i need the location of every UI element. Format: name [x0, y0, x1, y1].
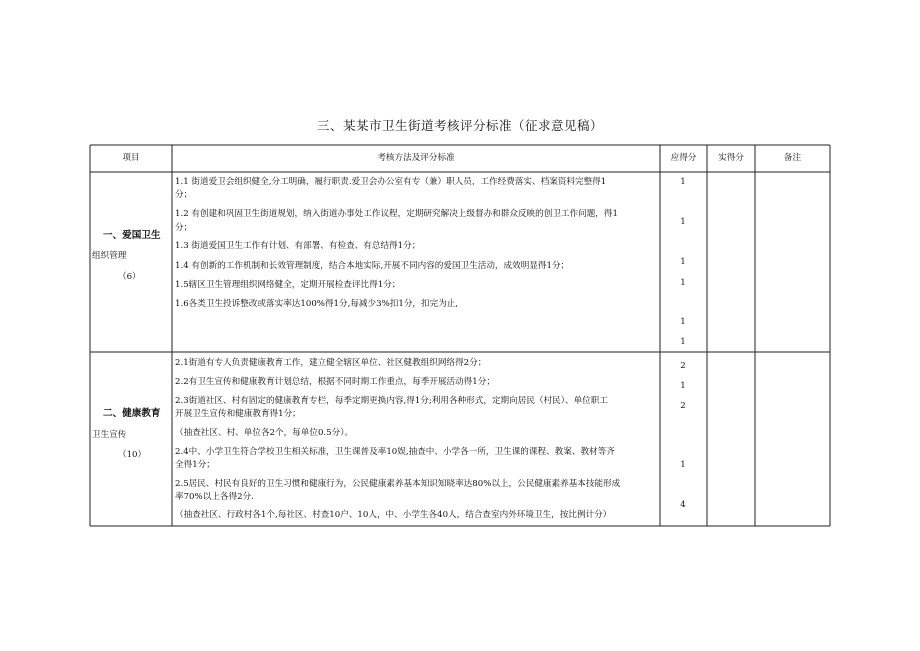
method-line: 2.4中、小学卫生符合学校卫生相关标准，卫生课普及率10娱,抽查中、小学各一所，卫生课的课程、教案、教材等齐: [175, 447, 615, 457]
score-value: 1: [680, 317, 686, 327]
score-value: 1: [680, 217, 686, 227]
header-method: 考核方法及评分标准: [377, 153, 455, 163]
score-value: 1: [680, 460, 686, 470]
score-value: 2: [680, 401, 686, 411]
method-line: 2.1街道有专人负责健康教育工作，建立健全辖区单位、社区健教组织网络得2分；: [175, 358, 487, 368]
method-line: 1.6各类卫生投诉整改或落实率达100%得1分,每减少3%扣1分，扣完为止,: [175, 299, 459, 309]
section-2-points: （10）: [118, 450, 147, 460]
document-title: 三、某某市卫生街道考核评分标准（征求意见稿）: [316, 118, 603, 133]
score-value: 2: [680, 361, 686, 371]
method-line: 1.2 有创建和巩固卫生街道规划，纳入街道办事处工作议程，定期研究解决上级督办和群众反映的创卫工作问题，得1: [175, 209, 618, 219]
header-remark: 备注: [783, 153, 802, 163]
score-value: 4: [680, 500, 686, 510]
section-1-sub: 组织管理: [92, 251, 127, 261]
header-item: 项目: [122, 153, 140, 163]
score-value: 1: [680, 278, 686, 288]
method-line: 2.2有卫生宣传和健康教育计划总结，根据不同时期工作重点，每季开展活动得1分；: [175, 377, 495, 387]
method-line: 率70%以上各得2分.: [175, 492, 254, 502]
score-value: 1: [680, 257, 686, 267]
method-line: 1.5辖区卫生管理组织网络健全，定期开展检查评比得1分；: [175, 280, 401, 290]
score-value: 1: [680, 337, 686, 347]
method-line: （抽查社区、村、单位各2个，每单位0.5分）。: [175, 428, 354, 438]
method-line: 1.3 街道爱国卫生工作有计划、有部署、有检查、有总结得1分；: [175, 241, 421, 251]
method-line: 分；: [175, 223, 193, 233]
method-line: 1.1 街道爱卫会组织健全,分工明确，履行职责.爱卫会办公室有专（兼）职人员，工作经费落实、档案资料完整得1: [175, 177, 607, 187]
section-1-points: （6）: [118, 272, 141, 282]
method-line: 开展卫生宣传和健康教育得1分；: [175, 409, 301, 419]
score-value: 1: [680, 177, 686, 187]
method-line: 全得1分；: [175, 460, 215, 470]
header-score: 应得分: [670, 153, 697, 163]
method-line: 2.5居民、村民有良好的卫生习惯和健康行为，公民健康素养基本知识知晓率达80%以上，公民健康素养基本技能形成: [175, 479, 621, 489]
section-2-category: 二、健康教育: [103, 408, 161, 419]
section-1-category: 一、爱国卫生: [103, 230, 161, 241]
method-line: 2.3街道社区、村有固定的健康教育专栏，每季定期更换内容,得1分;利用各种形式，定期向居民（村民）、单位职工: [175, 396, 608, 406]
method-line: 1.4 有创新的工作机制和长效管理制度，结合本地实际,开展不同内容的爱国卫生活动，成效明显得1分；: [175, 261, 570, 271]
method-line: （抽查社区、行政村各1个,每社区、村查10户、10人，中、小学生各40人，结合查室内外环境卫生，按比例计分）: [175, 510, 612, 520]
header-actual: 实得分: [718, 153, 744, 163]
method-line: 分；: [175, 190, 193, 200]
score-value: 1: [680, 381, 686, 391]
section-2-sub: 卫生宣传: [92, 430, 127, 440]
